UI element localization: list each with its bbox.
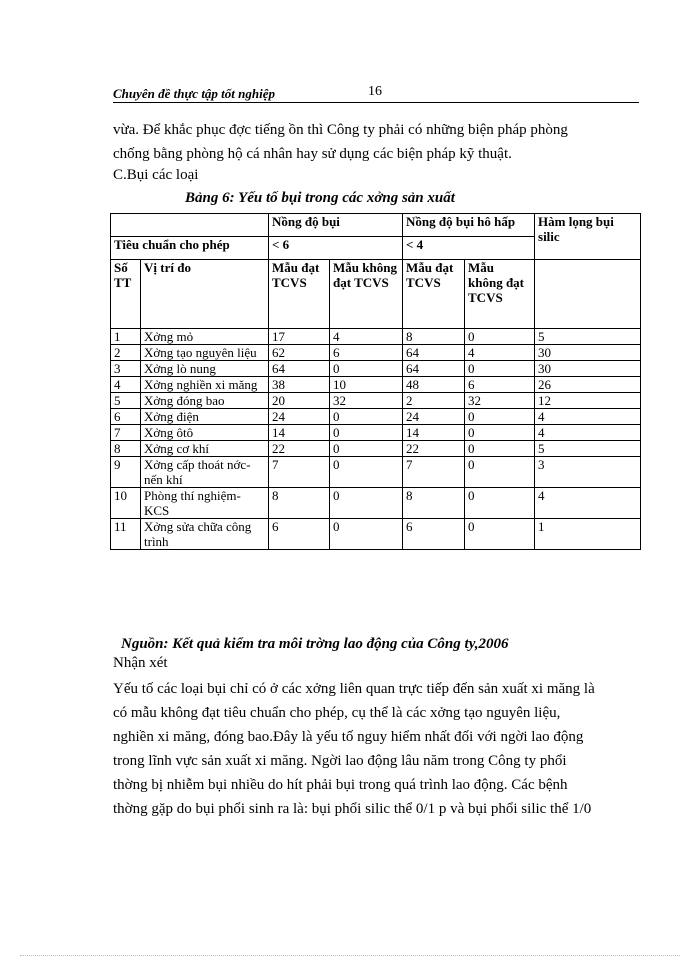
- row-respirable-pass: 48: [403, 377, 465, 393]
- table-header-row: [111, 214, 641, 237]
- table-subheader-row: [111, 260, 641, 329]
- table-caption: Bảng 6: Yếu tố bụi trong các xởng sản xuất: [185, 190, 455, 206]
- table-row: [111, 361, 641, 377]
- remarks-line: nghiền xi măng, đóng bao.Đây là yếu tố nguy hiểm nhất đối với ngời lao động: [113, 729, 584, 745]
- row-dust-pass: 22: [269, 441, 330, 457]
- row-location: Xởng cơ khí: [141, 441, 269, 457]
- header-respirable-fail: Mẫu không đạt TCVS: [465, 260, 535, 329]
- row-number: 8: [111, 441, 141, 457]
- row-location: Xởng đóng bao: [141, 393, 269, 409]
- row-dust-pass: 14: [269, 425, 330, 441]
- remarks-line: có mẫu không đạt tiêu chuẩn cho phép, cụ thể là các xởng tạo nguyên liệu,: [113, 705, 561, 721]
- intro-line: chống bằng phòng hộ cá nhân hay sử dụng các biện pháp kỹ thuật.: [113, 146, 512, 162]
- row-dust-pass: 38: [269, 377, 330, 393]
- row-respirable-fail: 0: [465, 361, 535, 377]
- header-dust-fail: Mẫu không đạt TCVS: [330, 260, 403, 329]
- row-number: 1: [111, 329, 141, 345]
- remarks-line: thờng bị nhiễm bụi nhiều do hít phải bụi trong quá trình lao động. Các bệnh: [113, 777, 568, 793]
- row-silica: 5: [535, 441, 641, 457]
- row-respirable-fail: 4: [465, 345, 535, 361]
- table-row: [111, 425, 641, 441]
- row-dust-fail: 6: [330, 345, 403, 361]
- header-title: Chuyên đề thực tập tốt nghiệp: [113, 86, 275, 101]
- page-number: 16: [368, 84, 382, 99]
- remarks-line: trong lĩnh vực sản xuất xi măng. Ngời lao động lâu năm trong Công ty phổi: [113, 753, 567, 769]
- row-silica: 30: [535, 361, 641, 377]
- table-row: [111, 409, 641, 425]
- row-silica: 4: [535, 488, 641, 519]
- table-row: [111, 488, 641, 519]
- row-respirable-fail: 0: [465, 519, 535, 550]
- header-respirable-dust: Nồng độ bụi hô hấp: [403, 214, 535, 237]
- dust-limit: < 6: [269, 237, 403, 260]
- respirable-limit: < 4: [403, 237, 535, 260]
- row-location: Xởng cấp thoát nớc- nến khí: [141, 457, 269, 488]
- remarks-line: thờng gặp do bụi phổi sinh ra là: bụi phổi silic thể 0/1 p và bụi phổi silic thể 1/0: [113, 801, 592, 817]
- row-dust-pass: 24: [269, 409, 330, 425]
- row-dust-fail: 32: [330, 393, 403, 409]
- row-dust-pass: 62: [269, 345, 330, 361]
- row-number: 6: [111, 409, 141, 425]
- row-respirable-pass: 14: [403, 425, 465, 441]
- row-respirable-fail: 0: [465, 488, 535, 519]
- row-dust-fail: 4: [330, 329, 403, 345]
- row-location: Xởng lò nung: [141, 361, 269, 377]
- row-number: 9: [111, 457, 141, 488]
- row-dust-pass: 8: [269, 488, 330, 519]
- header-location: Vị trí đo: [141, 260, 269, 329]
- row-dust-fail: 10: [330, 377, 403, 393]
- row-dust-fail: 0: [330, 519, 403, 550]
- row-silica: 3: [535, 457, 641, 488]
- row-location: Phòng thí nghiệm-KCS: [141, 488, 269, 519]
- row-dust-fail: 0: [330, 441, 403, 457]
- row-location: Xởng nghiền xi măng: [141, 377, 269, 393]
- table-row: [111, 457, 641, 488]
- row-location: Xởng sửa chữa công trình: [141, 519, 269, 550]
- row-respirable-pass: 8: [403, 329, 465, 345]
- table-source: Nguồn: Kết quả kiểm tra môi trờng lao động của Công ty,2006: [121, 636, 509, 652]
- row-number: 4: [111, 377, 141, 393]
- row-location: Xởng điện: [141, 409, 269, 425]
- row-respirable-pass: 64: [403, 361, 465, 377]
- row-respirable-fail: 0: [465, 425, 535, 441]
- row-number: 11: [111, 519, 141, 550]
- remarks-line: Yếu tố các loại bụi chỉ có ở các xởng liên quan trực tiếp đến sản xuất xi măng là: [113, 681, 595, 697]
- header-silica-empty: [535, 260, 641, 329]
- row-dust-pass: 64: [269, 361, 330, 377]
- table-row: [111, 345, 641, 361]
- header-dust-pass: Mẫu đạt TCVS: [269, 260, 330, 329]
- row-dust-fail: 0: [330, 425, 403, 441]
- row-respirable-pass: 7: [403, 457, 465, 488]
- intro-line: vừa. Để khắc phục đợc tiếng ồn thì Công ty phải có những biện pháp phòng: [113, 122, 568, 138]
- row-respirable-pass: 8: [403, 488, 465, 519]
- row-respirable-pass: 6: [403, 519, 465, 550]
- row-location: Xởng ôtô: [141, 425, 269, 441]
- row-respirable-pass: 64: [403, 345, 465, 361]
- row-dust-fail: 0: [330, 488, 403, 519]
- row-silica: 12: [535, 393, 641, 409]
- header-respirable-pass: Mẫu đạt TCVS: [403, 260, 465, 329]
- page-header: [113, 86, 639, 103]
- row-respirable-pass: 22: [403, 441, 465, 457]
- row-number: 10: [111, 488, 141, 519]
- header-dust-concentration: Nồng độ bụi: [269, 214, 403, 237]
- row-number: 7: [111, 425, 141, 441]
- row-silica: 1: [535, 519, 641, 550]
- table-row: [111, 393, 641, 409]
- row-location: Xởng tạo nguyên liệu: [141, 345, 269, 361]
- header-empty-cell: [111, 214, 269, 237]
- remarks-heading: Nhận xét: [113, 655, 168, 671]
- row-location: Xởng mỏ: [141, 329, 269, 345]
- row-dust-fail: 0: [330, 457, 403, 488]
- row-number: 2: [111, 345, 141, 361]
- row-dust-pass: 17: [269, 329, 330, 345]
- row-respirable-pass: 24: [403, 409, 465, 425]
- row-silica: 4: [535, 425, 641, 441]
- row-dust-fail: 0: [330, 409, 403, 425]
- row-respirable-pass: 2: [403, 393, 465, 409]
- row-respirable-fail: 0: [465, 457, 535, 488]
- row-respirable-fail: 32: [465, 393, 535, 409]
- row-silica: 5: [535, 329, 641, 345]
- row-dust-pass: 7: [269, 457, 330, 488]
- row-number: 5: [111, 393, 141, 409]
- section-heading: C.Bụi các loại: [113, 167, 199, 183]
- row-silica: 4: [535, 409, 641, 425]
- row-silica: 26: [535, 377, 641, 393]
- table-row: [111, 329, 641, 345]
- row-respirable-fail: 0: [465, 409, 535, 425]
- intro-paragraph: [113, 118, 639, 166]
- row-dust-pass: 20: [269, 393, 330, 409]
- table-row: [111, 441, 641, 457]
- row-respirable-fail: 0: [465, 441, 535, 457]
- row-number: 3: [111, 361, 141, 377]
- header-number: Số TT: [111, 260, 141, 329]
- footer-divider: [20, 955, 680, 956]
- dust-table: [110, 213, 641, 550]
- remarks-paragraph: [113, 677, 639, 821]
- row-dust-fail: 0: [330, 361, 403, 377]
- row-silica: 30: [535, 345, 641, 361]
- header-silica: Hàm lọng bụi silic: [535, 214, 641, 260]
- row-dust-pass: 6: [269, 519, 330, 550]
- table-row: [111, 519, 641, 550]
- standard-label: Tiêu chuẩn cho phép: [111, 237, 269, 260]
- row-respirable-fail: 0: [465, 329, 535, 345]
- table-row: [111, 377, 641, 393]
- row-respirable-fail: 6: [465, 377, 535, 393]
